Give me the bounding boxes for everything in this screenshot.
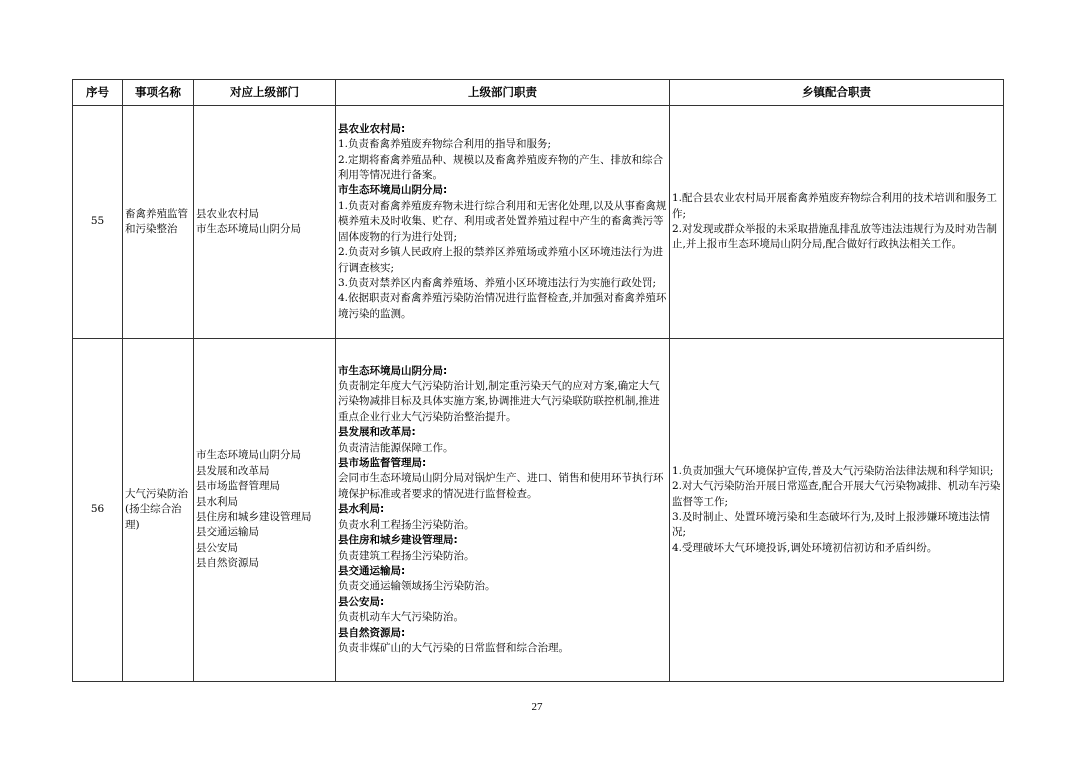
duty-line: 4.依据职责对畜禽养殖污染防治情况进行监督检查,并加强对畜禽养殖环境污染的监测。 [338,292,667,320]
dept-line: 县市场监督管理局 [196,480,280,493]
cell-superior-duties [336,339,670,682]
header-superior-dept: 对应上级部门 [194,80,336,106]
duty-heading: 县公安局: [338,595,385,608]
dept-line: 县公安局 [196,541,238,554]
dept-line: 市生态环境局山阴分局 [196,449,301,462]
dept-line: 县水利局 [196,495,238,508]
dept-line: 县交通运输局 [196,526,259,539]
cell-serial: 56 [73,339,123,682]
dept-line: 市生态环境局山阴分局 [196,223,301,235]
duty-line: 2.定期将畜禽养殖品种、规模以及畜禽养殖废弃物的产生、排放和综合利用等情况进行备案。 [338,153,664,182]
table-row [73,339,1004,682]
duty-heading: 县发展和改革局: [338,426,416,439]
header-serial: 序号 [73,80,123,106]
duty-heading: 县市场监督管理局: [338,457,427,470]
duty-line: 1.负责对畜禽养殖废弃物未进行综合利用和无害化处理,以及从事畜禽规模养殖未及时收集、贮存、利用或者处置养殖过程中产生的畜禽粪污等固体废物的行为进行处罚; [338,199,667,243]
dept-line: 县住房和城乡建设管理局 [196,511,312,523]
duty-line: 2.负责对乡镇人民政府上报的禁养区养殖场或养殖小区环境违法行为进行调查核实; [338,246,664,274]
duty-line: 负责非煤矿山的大气污染的日常监督和综合治理。 [338,641,569,654]
header-item-name: 事项名称 [123,80,194,106]
table-row [73,106,1004,339]
cell-item-name: 畜禽养殖监管和污染整治 [123,106,194,339]
duty-heading: 县农业农村局: [338,122,406,135]
cell-serial: 55 [73,106,123,339]
township-line: 2.对大气污染防治开展日常巡查,配合开展大气污染物减排、机动车污染监督等工作; [672,480,1001,508]
duty-heading: 市生态环境局山阴分局: [338,184,448,197]
duty-heading: 县水利局: [338,503,385,516]
duty-line: 3.负责对禁养区内畜禽养殖场、养殖小区环境违法行为实施行政处罚; [338,276,657,289]
duty-heading: 市生态环境局山阴分局: [338,364,448,377]
duty-line: 负责建筑工程扬尘污染防治。 [338,549,475,562]
cell-item-name: 大气污染防治(扬尘综合治理) [123,339,194,682]
cell-township-duties [670,106,1004,339]
dept-line: 县自然资源局 [196,557,259,570]
header-township-duties: 乡镇配合职责 [670,80,1004,106]
page-number: 27 [531,701,543,713]
township-line: 2.对发现或群众举报的未采取措施乱排乱放等违法违规行为及时劝告制止,并上报市生态环境局山阴分局,配合做好行政执法相关工作。 [672,223,998,251]
dept-line: 县发展和改革局 [196,464,270,477]
duty-heading: 县住房和城乡建设管理局: [338,534,458,547]
duty-line: 负责清洁能源保障工作。 [338,441,454,454]
cell-superior-dept [194,106,336,339]
duty-line: 负责交通运输领域扬尘污染防治。 [338,580,496,593]
cell-superior-duties [336,106,670,339]
duty-line: 负责水利工程扬尘污染防治。 [338,518,475,531]
duty-heading: 县交通运输局: [338,564,406,577]
duty-line: 1.负责畜禽养殖废弃物综合利用的指导和服务; [338,138,552,151]
table-header-row [73,80,1004,106]
dept-line: 县农业农村局 [196,207,259,220]
township-line: 3.及时制止、处置环境污染和生态破坏行为,及时上报涉嫌环境违法情况; [672,511,990,539]
duty-heading: 县自然资源局: [338,626,406,639]
township-line: 1.负责加强大气环境保护宣传,普及大气污染防治法律法规和科学知识; [672,464,994,477]
duty-line: 会同市生态环境局山阴分局对锅炉生产、进口、销售和使用环节执行环境保护标准或者要求的情况进行监督检查。 [338,472,664,500]
cell-township-duties [670,339,1004,682]
cell-superior-dept [194,339,336,682]
header-superior-duties: 上级部门职责 [336,80,670,106]
duty-table [72,79,1004,682]
duty-line: 负责制定年度大气污染防治计划,制定重污染天气的应对方案,确定大气污染物减排目标及具体实施方案,协调推进大气污染联防联控机制,推进重点企业行业大气污染防治整治提升。 [338,380,660,423]
duty-line: 负责机动车大气污染防治。 [338,611,464,624]
township-line: 1.配合县农业农村局开展畜禽养殖废弃物综合利用的技术培训和服务工作; [672,192,998,220]
township-line: 4.受理破坏大气环境投诉,调处环境初信初访和矛盾纠纷。 [672,541,938,554]
